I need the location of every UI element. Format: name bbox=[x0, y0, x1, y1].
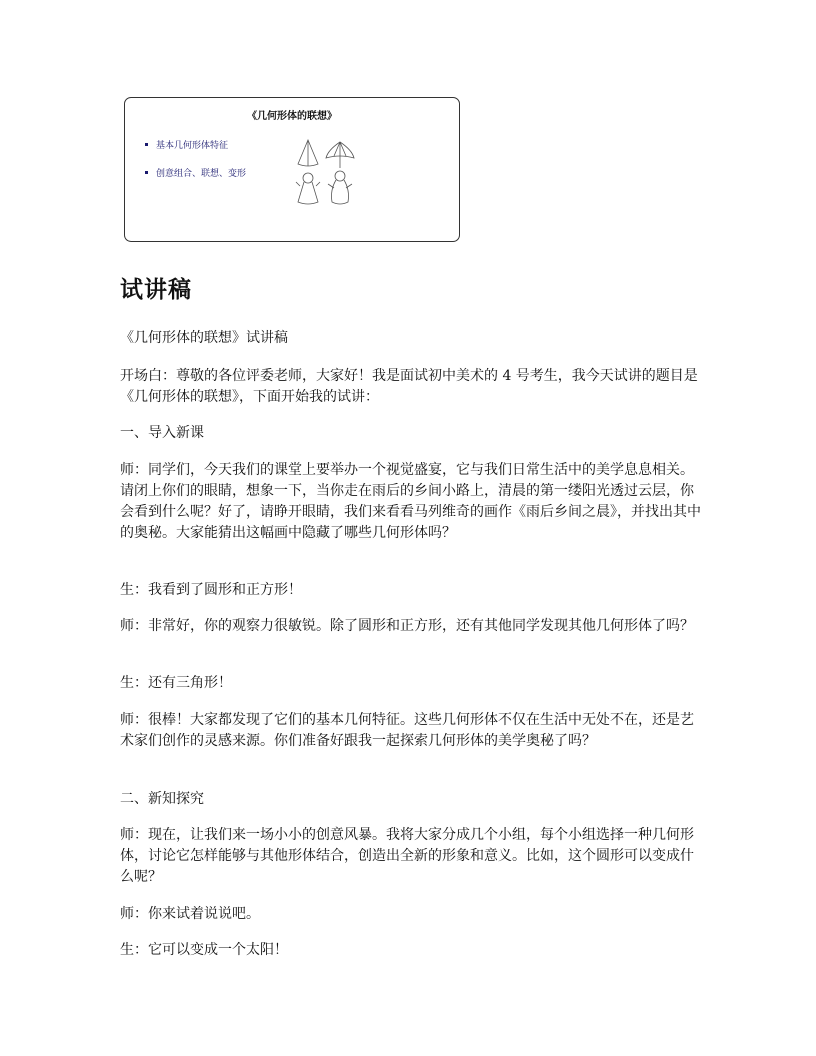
figure-sketch-icon bbox=[296, 173, 320, 204]
paragraph: 师：你来试着说说吧。 bbox=[120, 906, 260, 922]
paragraph: 师：很棒！大家都发现了它们的基本几何特征。这些几何形体不仅在生活中无处不在，还是艺术家们创作的灵感来源。你们准备好跟我一起探索几何形体的美学奥秘了吗？ bbox=[120, 712, 694, 749]
bullet-dot-icon bbox=[145, 143, 148, 146]
paragraph: 《几何形体的联想》试讲稿 bbox=[120, 330, 288, 346]
lesson-slide bbox=[124, 97, 460, 242]
paragraph: 生：我看到了圆形和正方形！ bbox=[120, 582, 302, 598]
slide-bullet-text: 创意组合、联想、变形 bbox=[156, 169, 247, 179]
section-heading: 二、新知探究 bbox=[120, 791, 204, 807]
paragraph: 师：同学们，今天我们的课堂上要举办一个视觉盛宴，它与我们日常生活中的美学息息相关。请闭上你们的眼睛，想象一下，当你走在雨后的乡间小路上，清晨的第一缕阳光透过云层，你会看到什么呢？好了，请睁开眼睛，我们来看看马列维奇的画作《雨后乡间之晨》，并找出其中的奥秘。大家能猜出这幅画中隐藏了哪些几何形体吗？ bbox=[120, 462, 701, 541]
bullet-dot-icon bbox=[145, 171, 148, 174]
paragraph: 生：它可以变成一个太阳！ bbox=[120, 942, 288, 958]
slide-title: 《几何形体的联想》 bbox=[247, 111, 337, 122]
page-heading: 试讲稿 bbox=[120, 277, 192, 303]
paragraph: 师：现在，让我们来一场小小的创意风暴。我将大家分成几个小组，每个小组选择一种几何形体，讨论它怎样能够与其他形体结合，创造出全新的形象和意义。比如，这个圆形可以变成什么呢？ bbox=[120, 827, 694, 885]
paragraph: 生：还有三角形！ bbox=[120, 675, 232, 691]
slide-bullet-text: 基本几何形体特征 bbox=[156, 141, 229, 151]
section-heading: 一、导入新课 bbox=[120, 425, 204, 441]
slide-bullet bbox=[145, 166, 246, 179]
paragraph: 师：非常好，你的观察力很敏锐。除了圆形和正方形，还有其他同学发现其他几何形体了吗？ bbox=[120, 618, 694, 634]
geometry-sketches-illustration bbox=[290, 136, 370, 208]
figure-sketch-icon bbox=[328, 171, 352, 204]
paragraph: 开场白：尊敬的各位评委老师，大家好！我是面试初中美术的 4 号考生，我今天试讲的题目是《几何形体的联想》，下面开始我的试讲： bbox=[120, 368, 698, 405]
umbrella-sketch-icon bbox=[326, 142, 354, 168]
cone-sketch-icon bbox=[298, 140, 318, 166]
slide-bullet bbox=[145, 138, 228, 151]
